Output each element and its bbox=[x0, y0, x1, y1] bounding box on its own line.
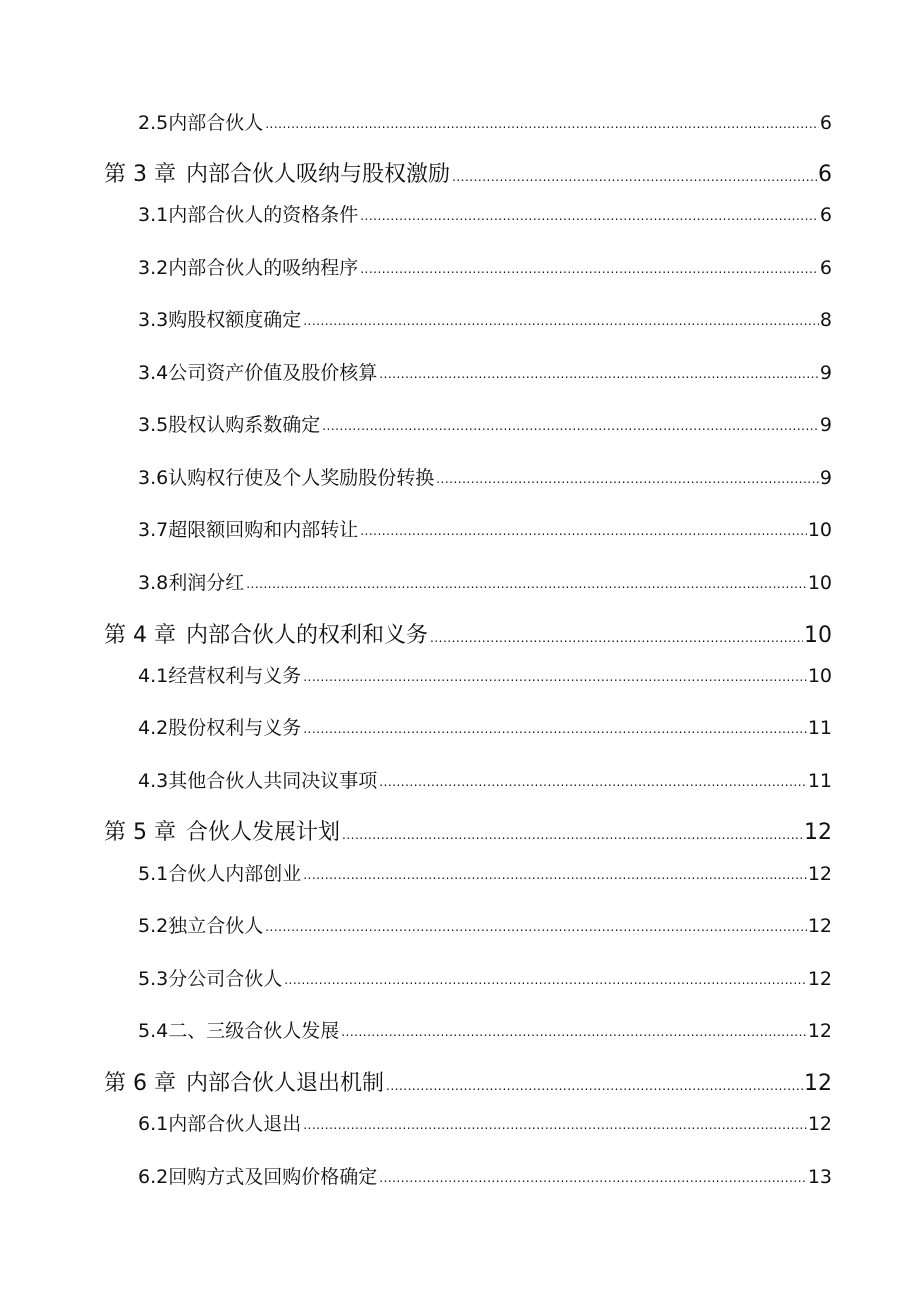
toc-title: 分公司合伙人 bbox=[168, 968, 283, 990]
toc-entry-3-1[interactable] bbox=[138, 200, 832, 227]
toc-title: 公司资产价值及股价核算 bbox=[168, 362, 378, 384]
toc-entry-5-4[interactable] bbox=[138, 1016, 832, 1043]
toc-title: 购股权额度确定 bbox=[168, 309, 302, 331]
toc-leader bbox=[360, 262, 819, 276]
toc-page-number: 11 bbox=[807, 717, 832, 739]
toc-title: 合伙人发展计划 bbox=[185, 820, 340, 845]
toc-title: 内部合伙人的吸纳程序 bbox=[168, 257, 359, 279]
toc-number: 第 5 章 bbox=[104, 820, 176, 845]
toc-number: 6.2 bbox=[138, 1166, 169, 1188]
toc-entry-4-2[interactable] bbox=[138, 713, 832, 740]
toc-leader bbox=[246, 577, 807, 591]
toc-title: 二、三级合伙人发展 bbox=[168, 1020, 340, 1042]
toc-number: 4.1 bbox=[138, 665, 169, 687]
toc-page-number: 6 bbox=[818, 162, 832, 187]
toc-number: 3.7 bbox=[138, 519, 169, 541]
toc-title: 内部合伙人退出机制 bbox=[185, 1071, 384, 1096]
toc-leader bbox=[265, 117, 819, 131]
toc-entry-3-2[interactable] bbox=[138, 253, 832, 280]
toc-page-number: 6 bbox=[819, 112, 832, 134]
toc-leader bbox=[322, 419, 819, 433]
toc-title: 超限额回购和内部转让 bbox=[168, 519, 359, 541]
toc-leader bbox=[379, 775, 807, 789]
toc-leader bbox=[341, 1025, 807, 1039]
toc-leader bbox=[303, 314, 819, 328]
toc-page-number: 6 bbox=[819, 204, 832, 226]
toc-title: 内部合伙人的权利和义务 bbox=[185, 623, 428, 648]
toc-title: 合伙人内部创业 bbox=[168, 863, 302, 885]
toc-page-number: 8 bbox=[819, 309, 832, 331]
toc-page-number: 12 bbox=[807, 1020, 832, 1042]
toc-number: 3.8 bbox=[138, 572, 169, 594]
toc-number: 3.3 bbox=[138, 309, 169, 331]
toc-page-number: 12 bbox=[804, 820, 832, 845]
toc-entry-3-8[interactable] bbox=[138, 568, 832, 595]
toc-page-number: 10 bbox=[807, 665, 832, 687]
toc-entry-4-1[interactable] bbox=[138, 661, 832, 688]
toc-number: 6.1 bbox=[138, 1113, 169, 1135]
toc-title: 其他合伙人共同决议事项 bbox=[168, 770, 378, 792]
toc-leader bbox=[436, 472, 819, 486]
toc-page-number: 12 bbox=[807, 863, 832, 885]
toc-entry-chapter-4[interactable] bbox=[104, 618, 832, 649]
toc-number: 3.2 bbox=[138, 257, 169, 279]
toc-page-number: 9 bbox=[819, 467, 832, 489]
toc-entry-3-5[interactable] bbox=[138, 410, 832, 437]
toc-leader bbox=[303, 868, 807, 882]
toc-entry-5-2[interactable] bbox=[138, 911, 832, 938]
toc-page-number: 12 bbox=[804, 1071, 832, 1096]
toc-entry-6-2[interactable] bbox=[138, 1162, 832, 1189]
toc-entry-chapter-5[interactable] bbox=[104, 815, 832, 846]
toc-entry-3-4[interactable] bbox=[138, 358, 832, 385]
toc-title: 内部合伙人的资格条件 bbox=[168, 204, 359, 226]
toc-leader bbox=[360, 209, 819, 223]
toc-entry-5-3[interactable] bbox=[138, 964, 832, 991]
toc-page-number: 11 bbox=[807, 770, 832, 792]
toc-entry-chapter-3[interactable] bbox=[104, 157, 832, 188]
toc-page-number: 12 bbox=[807, 915, 832, 937]
toc-leader bbox=[379, 1171, 807, 1185]
toc-number: 4.3 bbox=[138, 770, 169, 792]
toc-number: 2.5 bbox=[138, 112, 169, 134]
toc-page-number: 10 bbox=[807, 572, 832, 594]
toc-title: 内部合伙人吸纳与股权激励 bbox=[185, 162, 450, 187]
toc-leader bbox=[265, 920, 807, 934]
toc-leader bbox=[342, 828, 803, 842]
toc-title: 内部合伙人 bbox=[168, 112, 264, 134]
toc-title: 经营权利与义务 bbox=[168, 665, 302, 687]
toc-number: 第 3 章 bbox=[104, 162, 176, 187]
toc-number: 5.3 bbox=[138, 968, 169, 990]
toc-leader bbox=[386, 1079, 803, 1093]
toc-title: 内部合伙人退出 bbox=[168, 1113, 302, 1135]
toc-page-number: 12 bbox=[807, 1113, 832, 1135]
toc-page-number: 6 bbox=[819, 257, 832, 279]
toc-leader bbox=[303, 1118, 807, 1132]
toc-leader bbox=[284, 973, 807, 987]
toc-number: 4.2 bbox=[138, 717, 169, 739]
toc-page-number: 10 bbox=[804, 623, 832, 648]
toc-number: 3.5 bbox=[138, 414, 169, 436]
toc-number: 3.6 bbox=[138, 467, 169, 489]
toc-entry-3-6[interactable] bbox=[138, 463, 832, 490]
toc-title: 回购方式及回购价格确定 bbox=[168, 1166, 378, 1188]
toc-number: 3.4 bbox=[138, 362, 169, 384]
toc-title: 独立合伙人 bbox=[168, 915, 264, 937]
toc-leader bbox=[379, 367, 819, 381]
toc-title: 股权认购系数确定 bbox=[168, 414, 321, 436]
toc-number: 第 4 章 bbox=[104, 623, 176, 648]
toc-entry-2-5[interactable] bbox=[138, 108, 832, 135]
toc-entry-4-3[interactable] bbox=[138, 766, 832, 793]
toc-leader bbox=[303, 722, 807, 736]
toc-number: 5.4 bbox=[138, 1020, 169, 1042]
toc-number: 第 6 章 bbox=[104, 1071, 176, 1096]
toc-number: 5.2 bbox=[138, 915, 169, 937]
toc-number: 5.1 bbox=[138, 863, 169, 885]
toc-title: 利润分红 bbox=[168, 572, 245, 594]
toc-title: 股份权利与义务 bbox=[168, 717, 302, 739]
toc-leader bbox=[430, 631, 803, 645]
toc-page-number: 10 bbox=[807, 519, 832, 541]
toc-leader bbox=[303, 670, 807, 684]
toc-entry-3-3[interactable] bbox=[138, 305, 832, 332]
toc-entry-chapter-6[interactable] bbox=[104, 1066, 832, 1097]
toc-leader bbox=[452, 170, 817, 184]
toc-entry-3-7[interactable] bbox=[138, 515, 832, 542]
toc-entry-5-1[interactable] bbox=[138, 859, 832, 886]
toc-page-number: 9 bbox=[819, 362, 832, 384]
toc-number: 3.1 bbox=[138, 204, 169, 226]
toc-page-number: 9 bbox=[819, 414, 832, 436]
toc-title: 认购权行使及个人奖励股份转换 bbox=[168, 467, 435, 489]
toc-entry-6-1[interactable] bbox=[138, 1109, 832, 1136]
toc-page-number: 12 bbox=[807, 968, 832, 990]
toc-page-number: 13 bbox=[807, 1166, 832, 1188]
toc-leader bbox=[360, 524, 807, 538]
